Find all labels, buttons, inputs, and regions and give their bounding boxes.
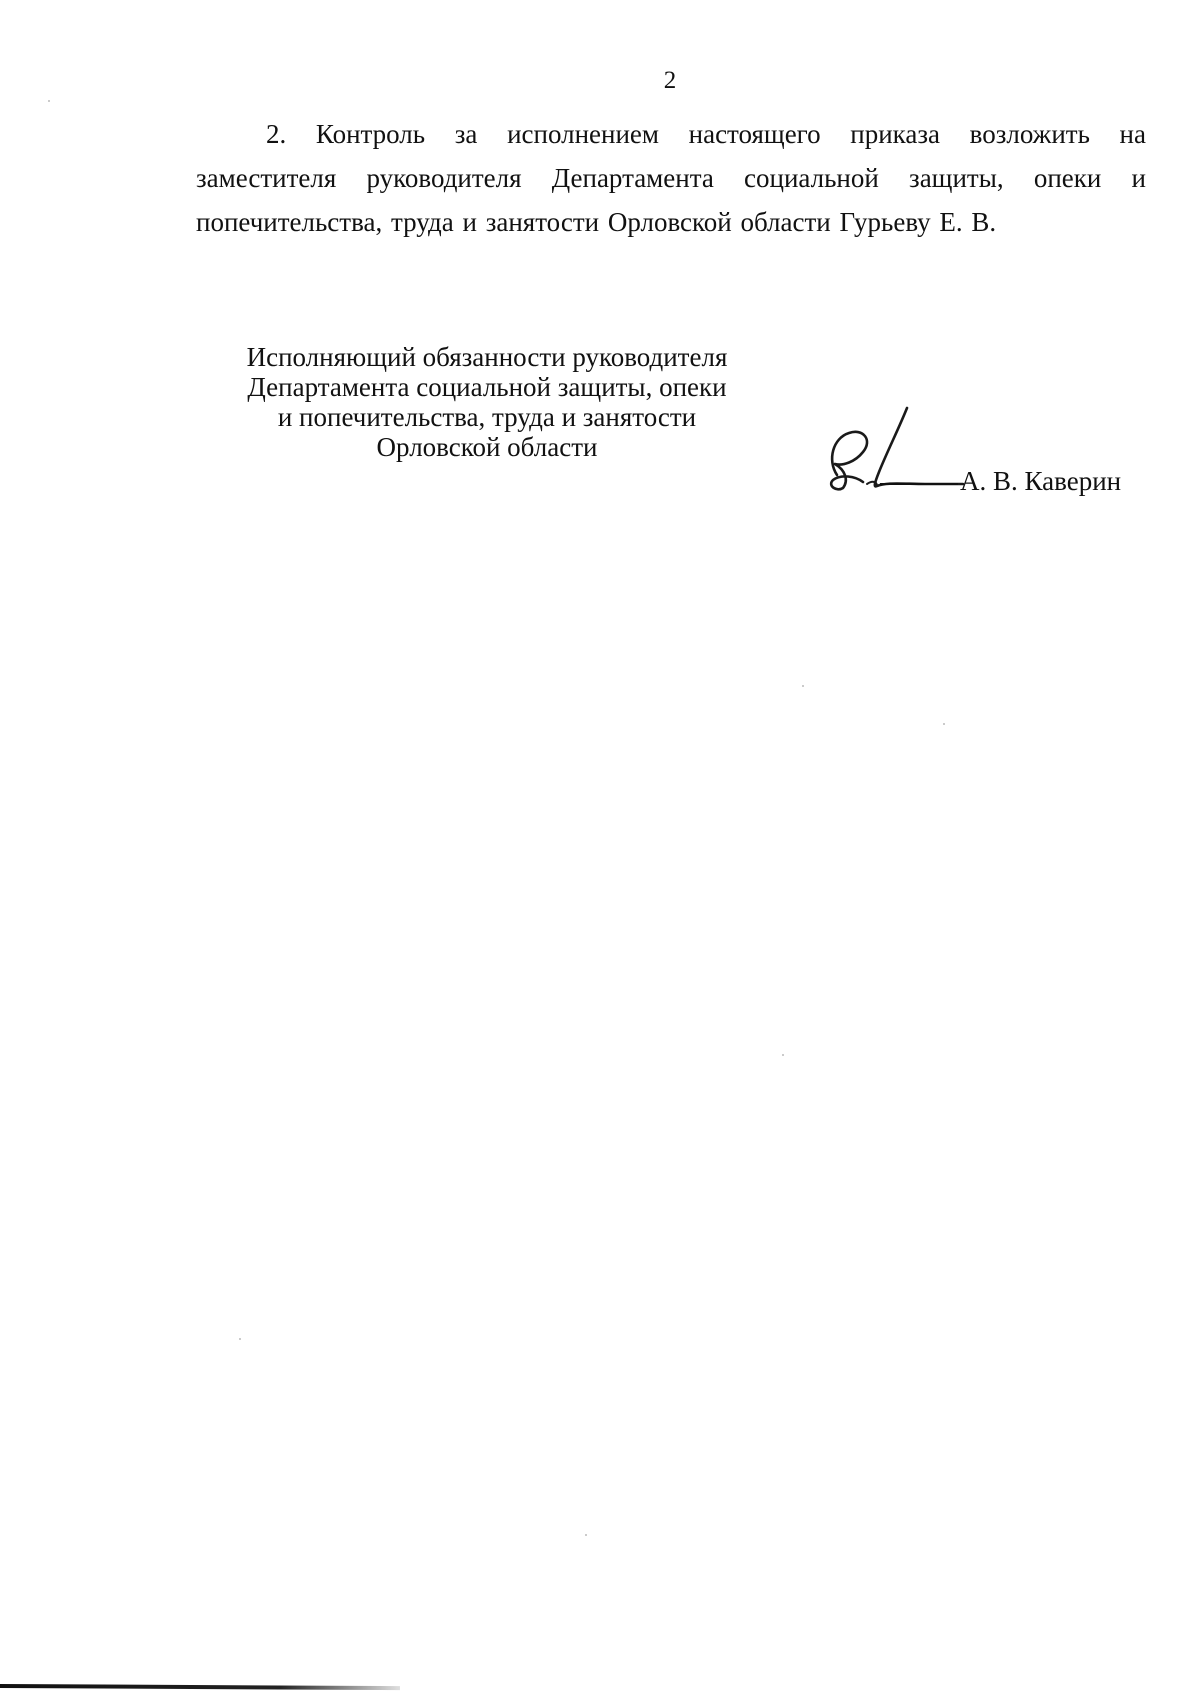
position-line-3: и попечительства, труда и занятости xyxy=(277,402,697,432)
position-line-1: Исполняющий обязанности руководителя xyxy=(246,342,728,372)
page-number: 2 xyxy=(663,67,677,94)
position-line-4: Орловской области xyxy=(376,432,598,462)
signer-name: А. В. Каверин xyxy=(960,466,1122,496)
body-paragraph: 2. Контроль за исполнением настоящего приказа возложить на заместителя руководителя Департамента социальной защиты, опеки и попечительства, труда и занятости Орловской области Гурьеву Е. В. xyxy=(196,119,1146,237)
scan-speck xyxy=(48,100,50,102)
signature-line xyxy=(880,483,958,485)
scan-speck xyxy=(239,1338,241,1340)
scan-speck xyxy=(802,685,804,687)
scan-speck xyxy=(585,1534,587,1536)
signatory-position xyxy=(222,342,752,462)
position-line-2: Департамента социальной защиты, опеки xyxy=(247,372,727,402)
scan-speck xyxy=(943,723,945,725)
scan-speck xyxy=(782,1054,784,1056)
scan-edge-mark xyxy=(0,1684,400,1690)
